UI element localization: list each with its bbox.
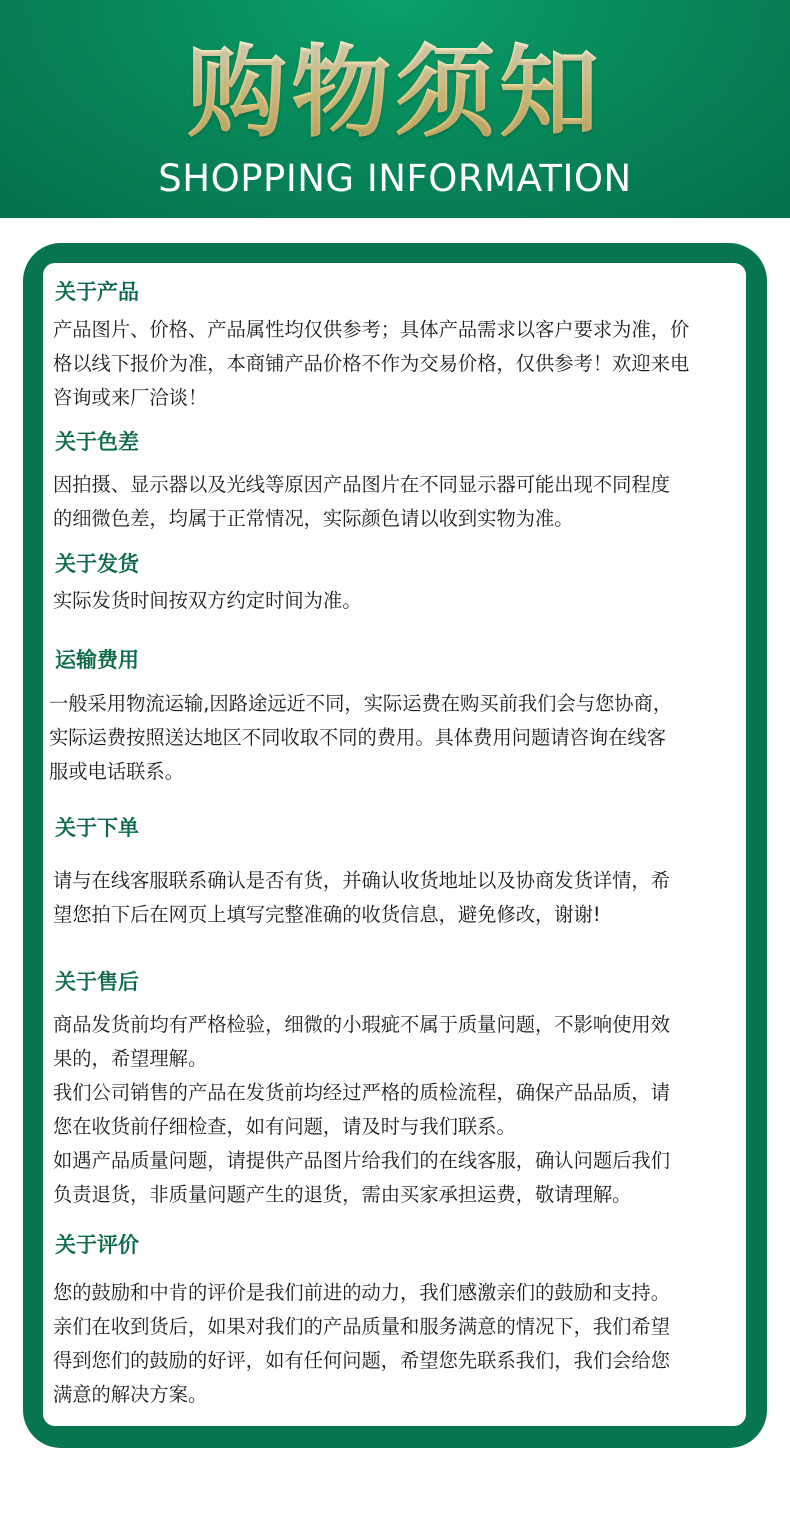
section-line: 负责退货，非质量问题产生的退货，需由买家承担运费，敬请理解。 <box>53 1183 632 1206</box>
section-title-product: 关于产品 <box>55 280 139 304</box>
page-subtitle: SHOPPING INFORMATION <box>158 157 632 200</box>
section-line: 服或电话联系。 <box>49 760 184 783</box>
section-line: 因拍摄、显示器以及光线等原因产品图片在不同显示器可能出现不同程度 <box>53 473 670 496</box>
section-line: 满意的解决方案。 <box>53 1383 208 1406</box>
section-title-color: 关于色差 <box>55 430 139 454</box>
section-body-product <box>53 313 743 415</box>
section-line: 请与在线客服联系确认是否有货，并确认收货地址以及协商发货详情，希 <box>53 869 670 892</box>
section-line: 产品图片、价格、产品属性均仅供参考；具体产品需求以客户要求为准，价 <box>53 318 690 341</box>
section-line: 的细微色差，均属于正常情况，实际颜色请以收到实物为准。 <box>53 507 574 530</box>
header-banner <box>0 0 790 218</box>
section-line: 实际运费按照送达地区不同收取不同的费用。具体费用问题请咨询在线客 <box>49 726 666 749</box>
section-line: 得到您们的鼓励的好评，如有任何问题，希望您先联系我们，我们会给您 <box>53 1349 670 1372</box>
section-line: 格以线下报价为准，本商铺产品价格不作为交易价格，仅供参考！欢迎来电 <box>53 352 690 375</box>
section-title-shipping: 关于发货 <box>55 552 139 576</box>
section-body-color <box>53 468 743 536</box>
page-title: 购物须知 <box>0 38 790 148</box>
section-line: 如遇产品质量问题，请提供产品图片给我们的在线客服，确认问题后我们 <box>53 1149 670 1172</box>
section-line: 咨询或来厂洽谈！ <box>53 386 208 409</box>
section-body-ordering <box>53 864 743 932</box>
section-body-freight <box>49 687 739 789</box>
section-line: 亲们在收到货后，如果对我们的产品质量和服务满意的情况下，我们希望 <box>53 1315 670 1338</box>
section-title-reviews: 关于评价 <box>55 1233 139 1257</box>
section-body-reviews <box>53 1276 743 1412</box>
section-title-freight: 运输费用 <box>55 648 139 672</box>
section-body-after-sales <box>53 1008 743 1212</box>
section-body-shipping <box>53 584 743 618</box>
section-line: 果的，希望理解。 <box>53 1047 208 1070</box>
section-line: 商品发货前均有严格检验，细微的小瑕疵不属于质量问题，不影响使用效 <box>53 1013 670 1036</box>
section-title-after-sales: 关于售后 <box>55 970 139 994</box>
section-line: 一般采用物流运输,因路途远近不同，实际运费在购买前我们会与您协商， <box>49 692 673 715</box>
section-title-ordering: 关于下单 <box>55 816 139 840</box>
section-line: 我们公司销售的产品在发货前均经过严格的质检流程，确保产品品质，请 <box>53 1081 670 1104</box>
section-line: 您在收货前仔细检查，如有问题，请及时与我们联系。 <box>53 1115 516 1138</box>
section-line: 望您拍下后在网页上填写完整准确的收货信息，避免修改，谢谢! <box>53 903 601 926</box>
content-card <box>43 263 746 1426</box>
section-line: 您的鼓励和中肯的评价是我们前进的动力，我们感激亲们的鼓励和支持。 <box>53 1281 670 1304</box>
section-line: 实际发货时间按双方约定时间为准。 <box>53 589 362 612</box>
